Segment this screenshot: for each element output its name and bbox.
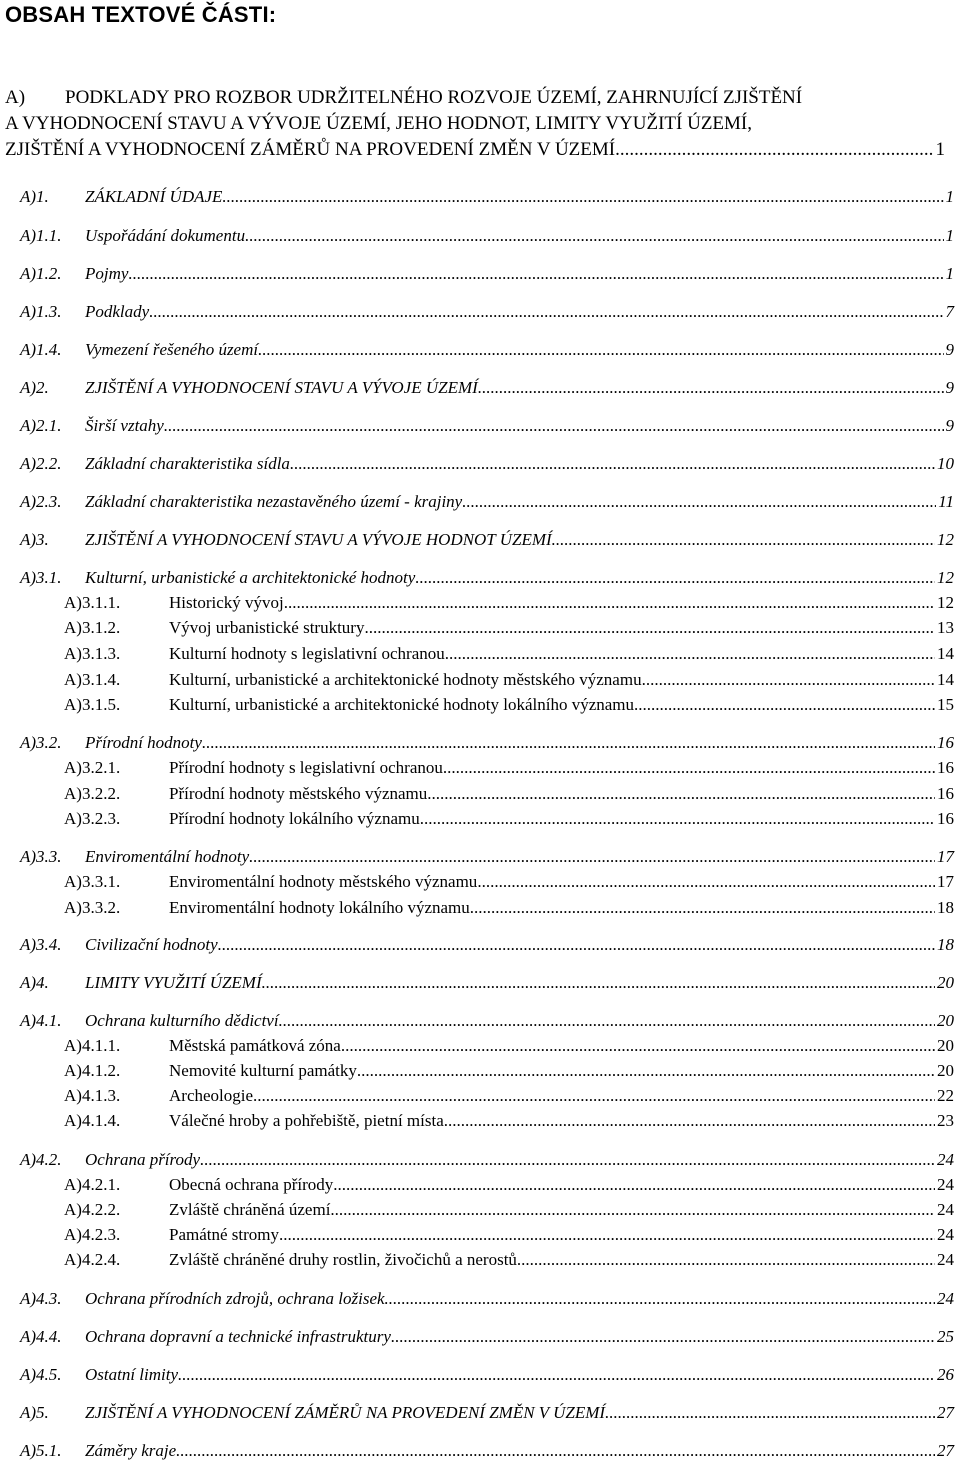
- entry-page: 20: [937, 973, 954, 992]
- toc-entry[interactable]: [20, 845, 954, 869]
- toc-entry[interactable]: [64, 1248, 954, 1272]
- toc-entry[interactable]: [64, 1109, 954, 1133]
- entry-page: 16: [937, 758, 954, 777]
- entry-number: A)1.4.: [20, 340, 62, 359]
- dot-leader: [642, 668, 935, 692]
- entry-page: 12: [937, 530, 954, 549]
- entry-title: Enviromentální hodnoty městského významu: [169, 872, 478, 891]
- entry-number: A)2.3.: [20, 492, 62, 511]
- dot-leader: [364, 616, 935, 640]
- entry-title: ZJIŠTĚNÍ A VYHODNOCENÍ ZÁMĚRŮ NA PROVEDENÍ ZMĚN V ÚZEMÍ: [85, 1403, 606, 1422]
- entry-title: Ochrana dopravní a technické infrastruktury: [85, 1327, 391, 1346]
- entry-title: Městská památková zóna: [169, 1036, 341, 1055]
- entry-title: ZJIŠTĚNÍ A VYHODNOCENÍ STAVU A VÝVOJE ÚZEMÍ: [85, 378, 478, 397]
- dot-leader: [391, 1325, 935, 1349]
- toc-entry[interactable]: [20, 224, 954, 248]
- entry-page: 15: [937, 695, 954, 714]
- dot-leader: [385, 1287, 935, 1311]
- entry-title: Válečné hroby a pohřebiště, pietní místa: [169, 1111, 444, 1130]
- entry-number: A)4.1.: [20, 1011, 62, 1030]
- entry-page: 7: [945, 302, 954, 321]
- entry-page: 17: [937, 872, 954, 891]
- dot-leader: [149, 300, 943, 324]
- entry-page: 25: [937, 1327, 954, 1346]
- dot-leader: [552, 528, 935, 552]
- dot-leader: [202, 731, 935, 755]
- dot-leader: [279, 1223, 935, 1247]
- dot-leader: [341, 1034, 935, 1058]
- entry-title: Zvláště chráněné druhy rostlin, živočichů a nerostů: [169, 1250, 517, 1269]
- entry-title: Ochrana přírody: [85, 1150, 201, 1169]
- dot-leader: [200, 1148, 935, 1172]
- toc-heading: OBSAH TEXTOVÉ ČÁSTI:: [5, 2, 277, 27]
- toc-entry[interactable]: [64, 591, 954, 615]
- entry-page: 18: [937, 898, 954, 917]
- dot-leader: [615, 137, 933, 163]
- toc-entry[interactable]: [64, 693, 954, 717]
- dot-leader: [445, 642, 935, 666]
- entry-number: A)2.2.: [20, 454, 62, 473]
- entry-page: 1: [945, 226, 954, 245]
- entry-title: Civilizační hodnoty: [85, 935, 218, 954]
- entry-title: Zvláště chráněná území: [169, 1200, 331, 1219]
- toc-entry[interactable]: [64, 616, 954, 640]
- entry-page: 16: [937, 784, 954, 803]
- toc-entry[interactable]: [20, 1287, 954, 1311]
- dot-leader: [333, 1173, 935, 1197]
- entry-page: 24: [937, 1225, 954, 1244]
- entry-title: Uspořádání dokumentu: [85, 226, 246, 245]
- entry-number: A)4.4.: [20, 1327, 62, 1346]
- entry-page: 12: [937, 593, 954, 612]
- dot-leader: [462, 490, 936, 514]
- entry-page: 1: [945, 264, 954, 283]
- section-a-title-line1: PODKLADY PRO ROZBOR UDRŽITELNÉHO ROZVOJE ÚZEMÍ, ZAHRNUJÍCÍ ZJIŠTĚNÍ: [65, 87, 803, 108]
- toc-entry[interactable]: [20, 376, 954, 400]
- entry-number: A)2.1.: [20, 416, 62, 435]
- entry-number: A)3.3.2.: [64, 898, 121, 917]
- entry-title: Kulturní, urbanistické a architektonické hodnoty lokálního významu: [169, 695, 635, 714]
- entry-title: Ostatní limity: [85, 1365, 179, 1384]
- entry-title: ZÁKLADNÍ ÚDAJE: [85, 187, 223, 206]
- entry-number: A)5.: [20, 1403, 49, 1422]
- toc-entry[interactable]: [64, 782, 954, 806]
- entry-number: A)4.5.: [20, 1365, 62, 1384]
- dot-leader: [605, 1401, 935, 1425]
- entry-number: A)3.2.3.: [64, 809, 121, 828]
- toc-entry[interactable]: [64, 1084, 954, 1108]
- dot-leader: [249, 845, 935, 869]
- toc-entry[interactable]: [20, 338, 954, 362]
- toc-entry[interactable]: [64, 1173, 954, 1197]
- dot-leader: [290, 452, 935, 476]
- entry-page: 11: [938, 492, 954, 511]
- entry-page: 23: [937, 1111, 954, 1130]
- dot-leader: [634, 693, 935, 717]
- entry-number: A)3.1.: [20, 568, 62, 587]
- entry-page: 24: [937, 1175, 954, 1194]
- entry-number: A)1.1.: [20, 226, 62, 245]
- entry-page: 1: [945, 187, 954, 206]
- entry-title: Ochrana kulturního dědictví: [85, 1011, 279, 1030]
- entry-title: Památné stromy: [169, 1225, 280, 1244]
- dot-leader: [258, 338, 943, 362]
- dot-leader: [443, 756, 935, 780]
- entry-page: 22: [937, 1086, 954, 1105]
- toc-entry[interactable]: [20, 185, 954, 209]
- toc-entry[interactable]: [20, 971, 954, 995]
- entry-page: 12: [937, 568, 954, 587]
- dot-leader: [253, 1084, 935, 1108]
- entry-title: Přírodní hodnoty lokálního významu: [169, 809, 420, 828]
- toc-entry[interactable]: [20, 452, 954, 476]
- toc-entry[interactable]: [20, 731, 954, 755]
- dot-leader: [470, 896, 935, 920]
- entry-page: 9: [945, 340, 954, 359]
- dot-leader: [477, 870, 935, 894]
- dot-leader: [357, 1059, 935, 1083]
- entry-page: 13: [937, 618, 954, 637]
- entry-number: A)4.2.: [20, 1150, 62, 1169]
- toc-entry[interactable]: [20, 1439, 954, 1463]
- dot-leader: [279, 1009, 935, 1033]
- toc-entry[interactable]: [64, 668, 954, 692]
- entry-number: A)3.1.4.: [64, 670, 121, 689]
- entry-page: 24: [937, 1150, 954, 1169]
- dot-leader: [330, 1198, 935, 1222]
- entry-number: A)3.1.1.: [64, 593, 121, 612]
- entry-number: A)4.2.3.: [64, 1225, 121, 1244]
- section-a-label: A): [5, 87, 26, 108]
- toc-entry[interactable]: [64, 896, 954, 920]
- entry-number: A)3.1.3.: [64, 644, 121, 663]
- dot-leader: [427, 782, 935, 806]
- toc-entry[interactable]: [64, 1034, 954, 1058]
- section-a-title-line3: ZJIŠTĚNÍ A VYHODNOCENÍ ZÁMĚRŮ NA PROVEDENÍ ZMĚN V ÚZEMÍ: [5, 139, 616, 160]
- entry-page: 20: [937, 1011, 954, 1030]
- entry-number: A)3.1.2.: [64, 618, 121, 637]
- dot-leader: [284, 591, 935, 615]
- entry-title: ZJIŠTĚNÍ A VYHODNOCENÍ STAVU A VÝVOJE HODNOT ÚZEMÍ: [85, 530, 552, 549]
- entry-page: 24: [937, 1289, 954, 1308]
- entry-title: Archeologie: [169, 1086, 254, 1105]
- entry-number: A)1.2.: [20, 264, 62, 283]
- dot-leader: [262, 971, 935, 995]
- entry-page: 10: [937, 454, 954, 473]
- entry-page: 24: [937, 1200, 954, 1219]
- toc-entry[interactable]: [20, 1009, 954, 1033]
- entry-title: Kulturní, urbanistické a architektonické hodnoty městského významu: [169, 670, 642, 689]
- entry-title: Kulturní, urbanistické a architektonické hodnoty: [85, 568, 416, 587]
- entry-number: A)3.4.: [20, 935, 62, 954]
- entry-title: Záměry kraje: [85, 1441, 177, 1460]
- dot-leader: [128, 262, 943, 286]
- toc-entry[interactable]: [20, 300, 954, 324]
- dot-leader: [415, 566, 935, 590]
- entry-title: Pojmy: [85, 264, 129, 283]
- entry-page: 20: [937, 1036, 954, 1055]
- entry-page: 27: [937, 1441, 954, 1460]
- entry-title: Vymezení řešeného území: [85, 340, 259, 359]
- toc-entry[interactable]: [20, 414, 954, 438]
- entry-title: Základní charakteristika sídla: [85, 454, 290, 473]
- entry-number: A)3.3.: [20, 847, 62, 866]
- entry-number: A)1.: [20, 187, 49, 206]
- toc-entry[interactable]: [20, 262, 954, 286]
- dot-leader: [164, 414, 944, 438]
- entry-number: A)3.1.5.: [64, 695, 121, 714]
- entry-number: A)4.1.4.: [64, 1111, 121, 1130]
- entry-title: Kulturní hodnoty s legislativní ochranou: [169, 644, 445, 663]
- toc-entry[interactable]: [64, 1059, 954, 1083]
- entry-title: Historický vývoj: [169, 593, 284, 612]
- toc-entry[interactable]: [20, 1148, 954, 1172]
- entry-number: A)4.2.2.: [64, 1200, 121, 1219]
- entry-title: Enviromentální hodnoty lokálního významu: [169, 898, 470, 917]
- entry-number: A)3.2.1.: [64, 758, 121, 777]
- entry-title: Obecná ochrana přírody: [169, 1175, 334, 1194]
- toc-entry[interactable]: [20, 1401, 954, 1425]
- dot-leader: [176, 1439, 935, 1463]
- entry-page: 17: [937, 847, 954, 866]
- entry-number: A)5.1.: [20, 1441, 62, 1460]
- entry-page: 24: [937, 1250, 954, 1269]
- entry-title: LIMITY VYUŽITÍ ÚZEMÍ: [85, 973, 262, 992]
- entry-number: A)3.2.: [20, 733, 62, 752]
- entry-page: 9: [945, 378, 954, 397]
- entry-page: 16: [937, 733, 954, 752]
- toc-entry[interactable]: [20, 566, 954, 590]
- entry-number: A)3.3.1.: [64, 872, 121, 891]
- dot-leader: [444, 1109, 935, 1133]
- entry-title: Ochrana přírodních zdrojů, ochrana ložisek: [85, 1289, 385, 1308]
- entry-page: 14: [937, 644, 954, 663]
- entry-number: A)4.1.3.: [64, 1086, 121, 1105]
- entry-title: Přírodní hodnoty městského významu: [169, 784, 428, 803]
- entry-page: 18: [937, 935, 954, 954]
- entry-title: Základní charakteristika nezastavěného území - krajiny: [85, 492, 463, 511]
- entry-title: Vývoj urbanistické struktury: [169, 618, 365, 637]
- dot-leader: [178, 1363, 935, 1387]
- toc-entry[interactable]: [64, 807, 954, 831]
- section-a-title-line2: A VYHODNOCENÍ STAVU A VÝVOJE ÚZEMÍ, JEHO HODNOT, LIMITY VYUŽITÍ ÚZEMÍ,: [5, 113, 753, 134]
- toc-entry[interactable]: [20, 933, 954, 957]
- entry-number: A)4.3.: [20, 1289, 62, 1308]
- dot-leader: [478, 376, 944, 400]
- toc-entry[interactable]: [20, 1325, 954, 1349]
- toc-entry[interactable]: [64, 1198, 954, 1222]
- entry-page: 9: [945, 416, 954, 435]
- toc-entry[interactable]: [64, 756, 954, 780]
- entry-number: A)4.: [20, 973, 49, 992]
- dot-leader: [420, 807, 935, 831]
- entry-title: Přírodní hodnoty: [85, 733, 202, 752]
- entry-page: 26: [937, 1365, 954, 1384]
- entry-page: 27: [937, 1403, 954, 1422]
- dot-leader: [517, 1248, 935, 1272]
- entry-number: A)4.1.1.: [64, 1036, 121, 1055]
- entry-number: A)2.: [20, 378, 49, 397]
- section-a-page: 1: [935, 139, 945, 160]
- toc-entry[interactable]: [20, 528, 954, 552]
- entry-number: A)3.: [20, 530, 49, 549]
- toc-entry[interactable]: [64, 642, 954, 666]
- toc-entry[interactable]: [64, 1223, 954, 1247]
- toc-entry[interactable]: [20, 1363, 954, 1387]
- entry-title: Přírodní hodnoty s legislativní ochranou: [169, 758, 443, 777]
- entry-page: 14: [937, 670, 954, 689]
- entry-title: Nemovité kulturní památky: [169, 1061, 357, 1080]
- dot-leader: [222, 185, 943, 209]
- entry-title: Enviromentální hodnoty: [85, 847, 250, 866]
- entry-number: A)4.2.1.: [64, 1175, 121, 1194]
- entry-number: A)4.1.2.: [64, 1061, 121, 1080]
- toc-section-a[interactable]: [5, 85, 945, 163]
- entry-number: A)3.2.2.: [64, 784, 121, 803]
- dot-leader: [245, 224, 943, 248]
- entry-number: A)4.2.4.: [64, 1250, 121, 1269]
- toc-entry[interactable]: [20, 490, 954, 514]
- entry-page: 20: [937, 1061, 954, 1080]
- entry-page: 16: [937, 809, 954, 828]
- dot-leader: [218, 933, 935, 957]
- entry-title: Podklady: [85, 302, 150, 321]
- entry-number: A)1.3.: [20, 302, 62, 321]
- toc-entry[interactable]: [64, 870, 954, 894]
- entry-title: Širší vztahy: [85, 416, 164, 435]
